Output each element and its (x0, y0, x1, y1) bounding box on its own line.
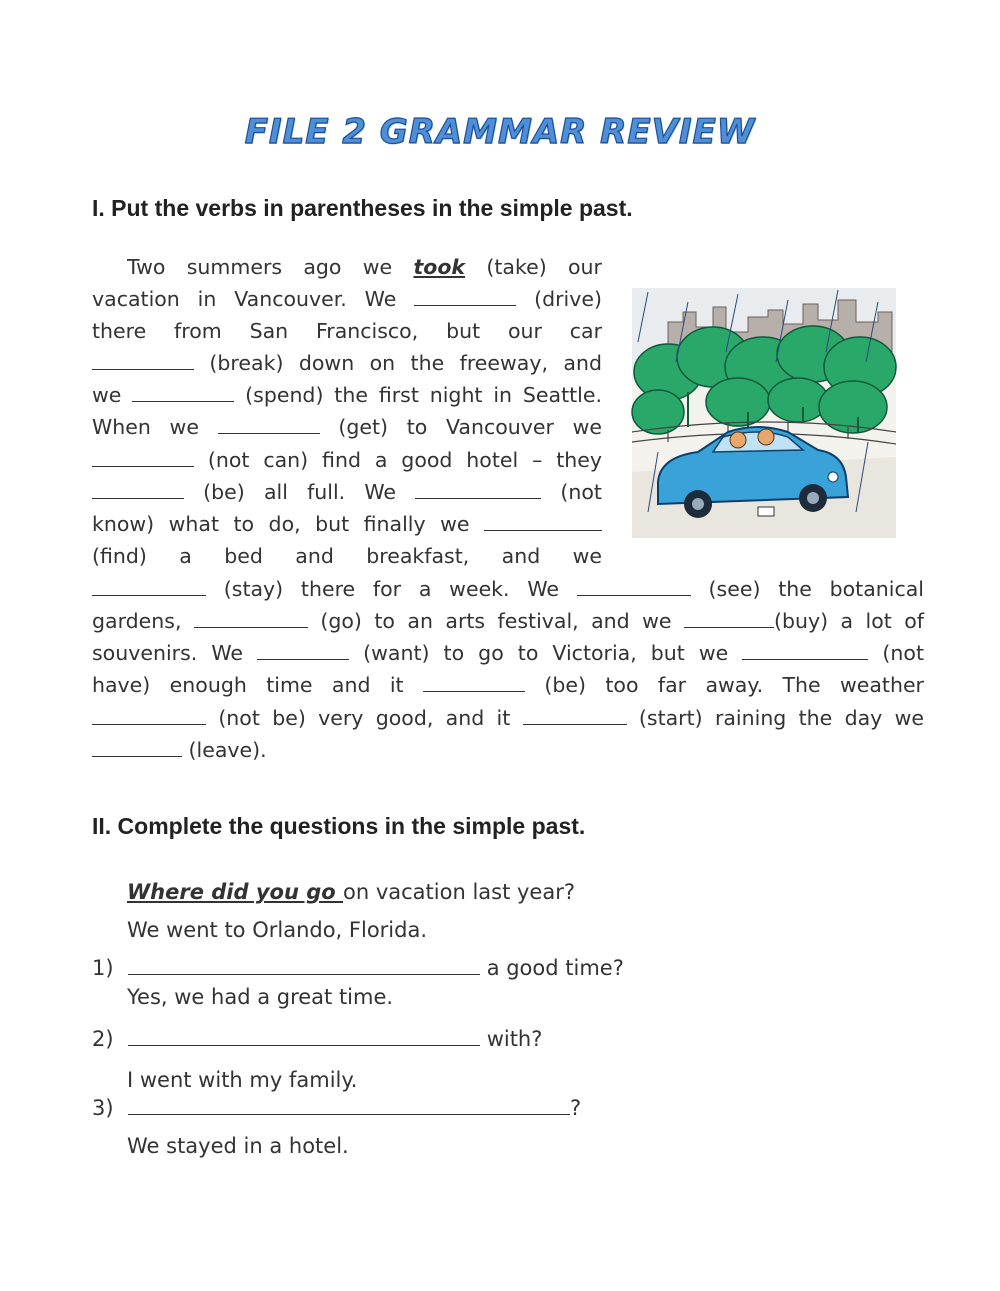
paragraph-line: (not be) very good, and it (start) raining the day we (92, 706, 924, 730)
answer-blank[interactable] (523, 706, 627, 725)
paragraph-line: there from San Francisco, but our car (92, 319, 602, 343)
worksheet-title: FILE 2 GRAMMAR REVIEW (244, 112, 756, 152)
question-reply: Yes, we had a great time. (127, 985, 394, 1009)
answer-blank[interactable] (415, 480, 541, 499)
paragraph-line: souvenirs. We (want) to go to Victoria, but we (not (92, 641, 924, 665)
answer-blank[interactable] (414, 287, 516, 306)
answer-blank[interactable] (92, 448, 194, 467)
question-number: 3) (92, 1096, 114, 1120)
example-answer: took (413, 255, 466, 279)
example-question: Where did you go on vacation last year? (127, 880, 575, 904)
answer-blank[interactable] (218, 415, 320, 434)
paragraph-line: (stay) there for a week. We (see) the botanical (92, 577, 924, 601)
paragraph-line: (not can) find a good hotel – they (92, 448, 602, 472)
answer-blank[interactable] (742, 641, 868, 660)
answer-blank[interactable] (484, 512, 602, 531)
paragraph-line: (leave). (92, 738, 267, 762)
answer-blank[interactable] (577, 577, 691, 596)
paragraph-line: (be) all full. We (not (92, 480, 602, 504)
paragraph-line: have) enough time and it (be) too far away. The weather (92, 673, 924, 697)
paragraph-line: Two summers ago we took (take) our (127, 255, 602, 279)
answer-blank[interactable] (257, 641, 349, 660)
answer-blank[interactable] (132, 383, 234, 402)
car-illustration (628, 282, 900, 546)
question-number: 2) (92, 1027, 114, 1051)
answer-blank[interactable] (92, 577, 206, 596)
answer-blank[interactable] (92, 480, 184, 499)
answer-blank[interactable] (92, 351, 194, 370)
question-number: 1) (92, 956, 114, 980)
paragraph-line: When we (get) to Vancouver we (92, 415, 602, 439)
section-2-heading: II. Complete the questions in the simple past. (92, 813, 586, 839)
answer-blank[interactable] (92, 706, 206, 725)
paragraph-line: we (spend) the first night in Seattle. (92, 383, 602, 407)
example-reply: We went to Orlando, Florida. (127, 918, 428, 942)
paragraph-line: know) what to do, but finally we (92, 512, 602, 536)
question-line: ? (128, 1096, 581, 1120)
question-reply: I went with my family. (127, 1068, 358, 1092)
question-line: with? (128, 1027, 542, 1051)
question-blank[interactable] (128, 1096, 570, 1115)
question-line: a good time? (128, 956, 624, 980)
question-blank[interactable] (128, 956, 480, 975)
answer-blank[interactable] (92, 738, 182, 757)
example-question-answer: Where did you go (127, 880, 343, 904)
question-reply: We stayed in a hotel. (127, 1134, 349, 1158)
answer-blank[interactable] (194, 609, 308, 628)
paragraph-line: (break) down on the freeway, and (92, 351, 602, 375)
paragraph-line: (find) a bed and breakfast, and we (92, 544, 602, 568)
section-1-heading: I. Put the verbs in parentheses in the simple past. (92, 195, 633, 221)
paragraph-line: gardens, (go) to an arts festival, and we (buy) a lot of (92, 609, 924, 633)
question-blank[interactable] (128, 1027, 480, 1046)
paragraph-line: vacation in Vancouver. We (drive) (92, 287, 602, 311)
answer-blank[interactable] (423, 673, 525, 692)
answer-blank[interactable] (684, 609, 774, 628)
